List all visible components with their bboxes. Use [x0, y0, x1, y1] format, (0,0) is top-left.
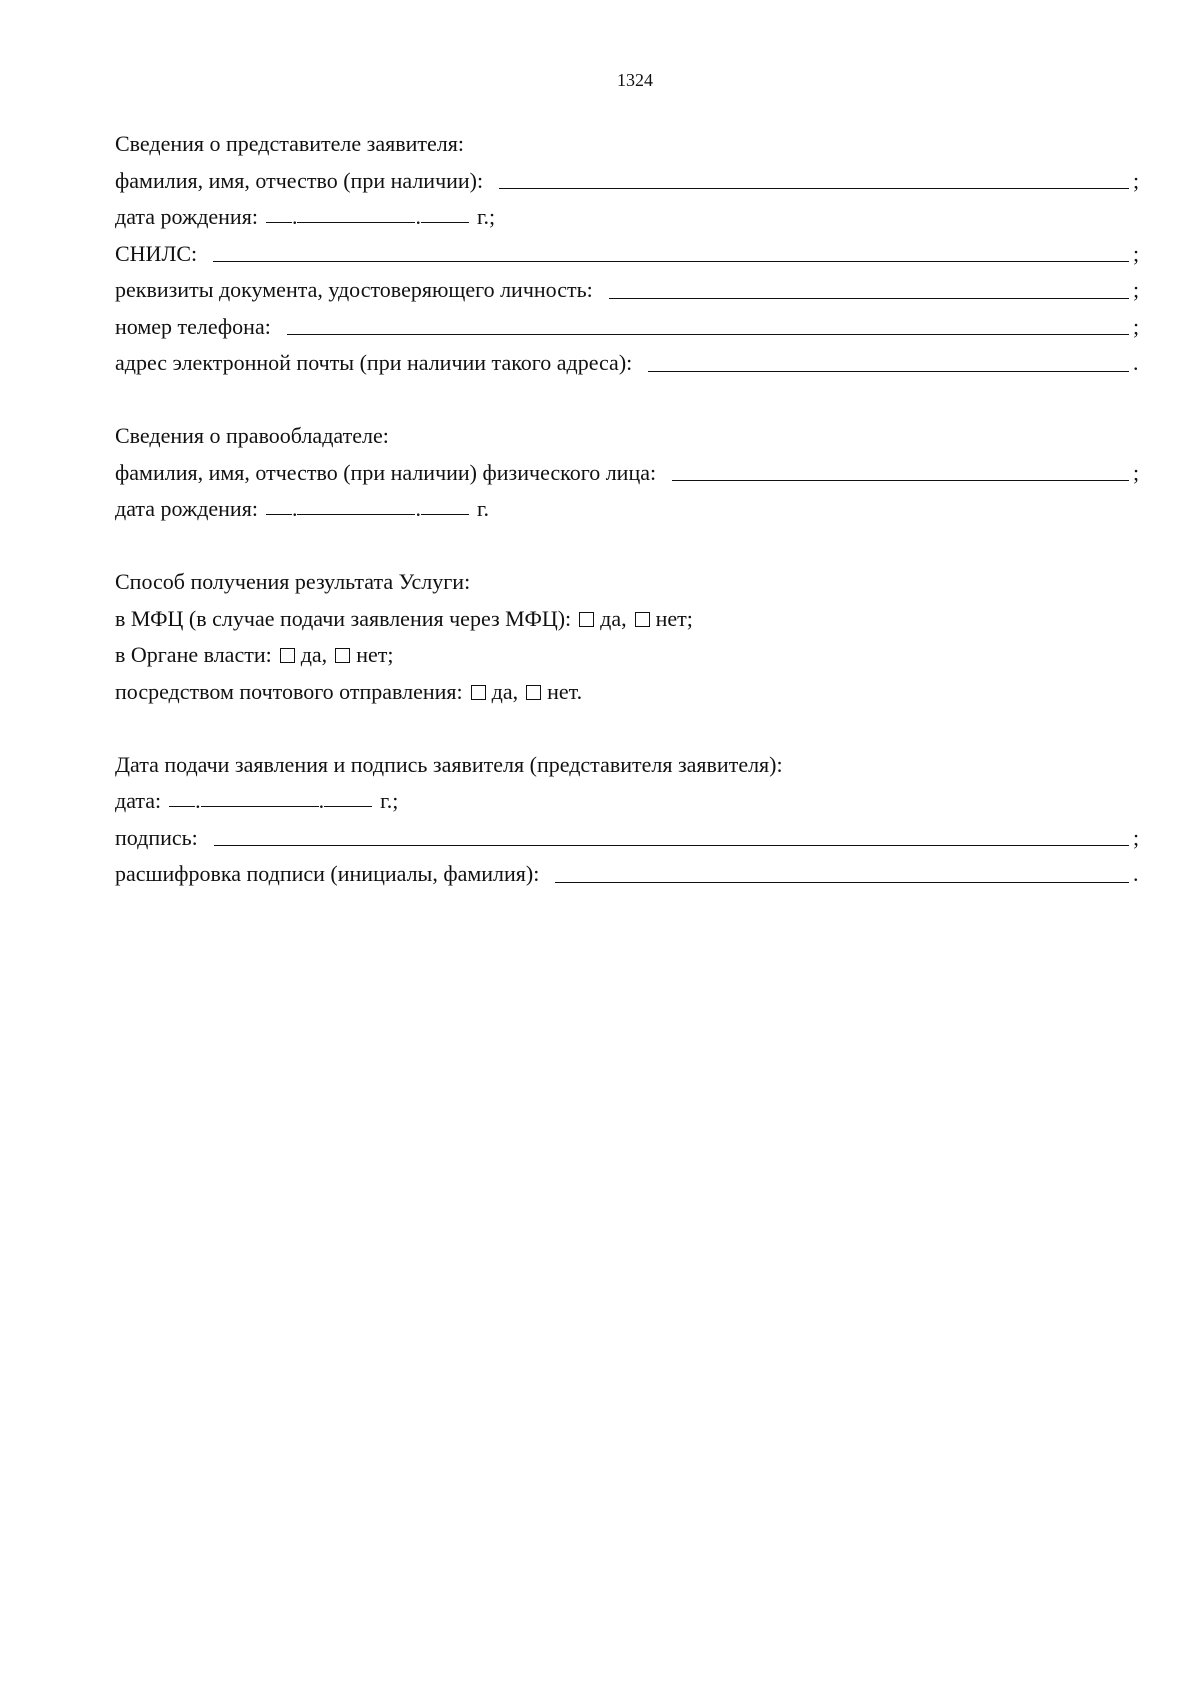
representative-fio-end: ; — [1133, 167, 1140, 193]
representative-snils-row — [115, 236, 1145, 273]
result-authority-row — [115, 637, 1145, 674]
owner-heading-line — [115, 418, 1145, 455]
signature-date-suffix: г.; — [380, 788, 399, 813]
owner-birth-year-field[interactable] — [421, 494, 469, 515]
representative-birth-day-field[interactable] — [266, 202, 292, 223]
representative-heading-line — [115, 126, 1145, 163]
representative-email-row — [115, 345, 1145, 382]
representative-birth-dot-2: . — [415, 204, 421, 229]
section-gap — [115, 382, 1145, 419]
authority-yes-checkbox[interactable] — [280, 648, 295, 663]
result-mfc-row — [115, 601, 1145, 638]
form-content — [115, 126, 1145, 893]
representative-phone-end: ; — [1133, 313, 1140, 339]
owner-birth-row — [115, 491, 1145, 528]
result-heading-line — [115, 564, 1145, 601]
result-authority-label: в Органе власти: — [115, 642, 272, 667]
signature-decode-row — [115, 856, 1145, 893]
owner-birth-suffix: г. — [476, 496, 489, 521]
mfc-yes-checkbox[interactable] — [579, 612, 594, 627]
representative-phone-field[interactable] — [287, 314, 1129, 335]
representative-birth-year-field[interactable] — [421, 202, 469, 223]
representative-fio-label: фамилия, имя, отчество (при наличии): — [115, 167, 484, 193]
representative-snils-end: ; — [1133, 240, 1140, 266]
representative-document-row — [115, 272, 1145, 309]
owner-fio-field[interactable] — [672, 460, 1129, 481]
signature-date-day-field[interactable] — [169, 786, 195, 807]
owner-birth-month-field[interactable] — [297, 494, 415, 515]
authority-yes-label: да, — [300, 642, 328, 667]
representative-birth-suffix: г.; — [476, 204, 496, 229]
page-number: 1324 — [617, 70, 653, 90]
representative-birth-label: дата рождения: — [115, 204, 258, 229]
owner-heading: Сведения о правообладателе: — [115, 423, 389, 448]
post-no-label: нет. — [547, 678, 583, 704]
owner-birth-dot-2: . — [415, 496, 421, 521]
result-post-label: посредством почтового отправления: — [115, 678, 463, 704]
representative-document-label: реквизиты документа, удостоверяющего личность: — [115, 277, 593, 302]
mfc-no-checkbox[interactable] — [635, 612, 650, 627]
signature-sign-row — [115, 820, 1145, 857]
representative-fio-field[interactable] — [499, 168, 1129, 189]
result-heading: Способ получения результата Услуги: — [115, 569, 471, 594]
post-no-checkbox[interactable] — [526, 685, 541, 700]
authority-no-checkbox[interactable] — [335, 648, 350, 663]
owner-birth-label: дата рождения: — [115, 496, 258, 521]
signature-heading: Дата подачи заявления и подпись заявителя (представителя заявителя): — [115, 751, 783, 777]
representative-email-end: . — [1133, 350, 1139, 375]
representative-email-field[interactable] — [648, 351, 1129, 372]
owner-fio-row — [115, 455, 1145, 492]
signature-date-dot-2: . — [318, 788, 325, 813]
mfc-no-label: нет; — [655, 605, 693, 631]
representative-fio-row — [115, 163, 1145, 200]
owner-fio-end: ; — [1133, 459, 1140, 485]
representative-phone-row — [115, 309, 1145, 346]
signature-decode-label: расшифровка подписи (инициалы, фамилия): — [115, 861, 540, 886]
representative-birth-month-field[interactable] — [297, 202, 415, 223]
representative-birth-row — [115, 199, 1145, 236]
representative-document-field[interactable] — [609, 278, 1129, 299]
representative-email-label: адрес электронной почты (при наличии такого адреса): — [115, 350, 633, 375]
signature-decode-end: . — [1133, 861, 1139, 886]
signature-date-label: дата: — [115, 788, 162, 813]
owner-fio-label: фамилия, имя, отчество (при наличии) физического лица: — [115, 459, 657, 485]
representative-document-end: ; — [1133, 277, 1140, 302]
signature-decode-field[interactable] — [555, 862, 1129, 883]
signature-sign-end: ; — [1133, 824, 1140, 850]
signature-sign-label: подпись: — [115, 824, 198, 850]
signature-date-row — [115, 783, 1145, 820]
mfc-yes-label: да, — [600, 605, 627, 631]
signature-date-dot-1: . — [195, 788, 201, 813]
signature-date-year-field[interactable] — [324, 786, 372, 807]
section-gap — [115, 528, 1145, 565]
signature-date-month-field[interactable] — [201, 786, 319, 807]
result-mfc-label: в МФЦ (в случае подачи заявления через МФЦ): — [115, 605, 572, 631]
signature-heading-line — [115, 747, 1145, 784]
representative-snils-field[interactable] — [213, 241, 1129, 262]
result-post-row — [115, 674, 1145, 711]
authority-no-label: нет; — [356, 642, 394, 667]
signature-sign-field[interactable] — [214, 825, 1129, 846]
owner-birth-day-field[interactable] — [266, 494, 292, 515]
post-yes-label: да, — [491, 678, 519, 704]
representative-birth-dot-1: . — [291, 204, 298, 229]
section-gap — [115, 710, 1145, 747]
post-yes-checkbox[interactable] — [471, 685, 486, 700]
representative-phone-label: номер телефона: — [115, 313, 271, 339]
owner-birth-dot-1: . — [291, 496, 298, 521]
representative-snils-label: СНИЛС: — [115, 240, 198, 266]
representative-heading: Сведения о представителе заявителя: — [115, 131, 464, 156]
